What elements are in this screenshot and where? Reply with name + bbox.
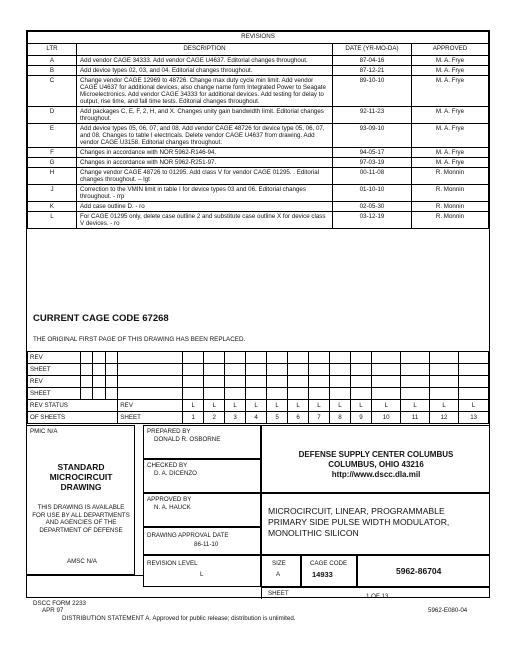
rev-row bbox=[28, 352, 489, 364]
checked-by-box bbox=[143, 459, 261, 493]
status-cell bbox=[267, 352, 288, 364]
status-cell bbox=[288, 364, 309, 376]
status-cell bbox=[225, 388, 246, 400]
microcircuit-label: MICROCIRCUIT bbox=[49, 472, 113, 482]
dscc-box bbox=[261, 425, 489, 493]
sheet-row-2-label: SHEET bbox=[28, 388, 81, 400]
revision-row bbox=[28, 56, 489, 66]
status-cell bbox=[183, 364, 204, 376]
of-sheets-row-inner-label: SHEET bbox=[118, 412, 183, 424]
status-cell bbox=[105, 352, 117, 364]
rev-status-row-value: L bbox=[330, 400, 351, 412]
approved-by-box bbox=[143, 493, 261, 527]
status-cell bbox=[105, 388, 117, 400]
status-cell bbox=[246, 352, 267, 364]
revision-level-box bbox=[143, 555, 261, 587]
checked-by-value: D. A. DICENZO bbox=[154, 470, 197, 477]
revision-approved: R. Monnin bbox=[412, 202, 489, 212]
rev-status-row-inner-label: REV bbox=[118, 400, 183, 412]
revision-description: Correction to the VMIN limit in table I for device types 03 and 06. Editorial changes throughout. - rrp bbox=[77, 185, 333, 202]
of-sheets-row-value: 9 bbox=[350, 412, 371, 424]
revision-letter: A bbox=[28, 56, 77, 66]
prepared-by-value: DONALD R. OSBORNE bbox=[154, 436, 221, 443]
status-cell bbox=[246, 364, 267, 376]
status-cell bbox=[81, 376, 93, 388]
status-cell bbox=[371, 352, 401, 364]
revision-letter: G bbox=[28, 158, 77, 168]
drawing-label: DRAWING bbox=[60, 482, 102, 492]
standard-label: STANDARD bbox=[57, 462, 105, 472]
revision-level-value: L bbox=[200, 571, 204, 578]
of-sheets-row-value: 10 bbox=[371, 412, 401, 424]
doc-number-box bbox=[357, 555, 489, 587]
status-cell bbox=[183, 376, 204, 388]
status-cell bbox=[309, 364, 330, 376]
status-cell bbox=[204, 376, 225, 388]
revision-row bbox=[28, 124, 489, 148]
revision-row bbox=[28, 66, 489, 76]
of-sheets-row-label: OF SHEETS bbox=[28, 412, 118, 424]
revisions-table bbox=[27, 31, 489, 229]
approved-header: APPROVED bbox=[412, 44, 489, 56]
status-cell bbox=[118, 352, 183, 364]
sheet-of-value: 1 OF 13 bbox=[366, 593, 389, 600]
size-label: SIZE bbox=[272, 560, 286, 567]
status-cell bbox=[330, 364, 351, 376]
of-sheets-row-value: 1 bbox=[183, 412, 204, 424]
revision-approved: M. A. Frye bbox=[412, 76, 489, 107]
rev-status-row-label: REV STATUS bbox=[28, 400, 118, 412]
rev-status-row bbox=[28, 400, 489, 412]
sheet-row bbox=[28, 364, 489, 376]
prepared-by-box bbox=[143, 425, 261, 459]
status-cell bbox=[81, 388, 93, 400]
revision-row bbox=[28, 148, 489, 158]
of-sheets-row-value: 2 bbox=[204, 412, 225, 424]
status-cell bbox=[350, 388, 371, 400]
revision-letter: B bbox=[28, 66, 77, 76]
revision-description: Add vendor CAGE 34333. Add vendor CAGE U4637. Editorial changes throughout. bbox=[77, 56, 333, 66]
status-cell bbox=[81, 364, 93, 376]
revision-letter: F bbox=[28, 148, 77, 158]
rev-status-row-value: L bbox=[288, 400, 309, 412]
revision-letter: C bbox=[28, 76, 77, 107]
status-cell bbox=[459, 388, 489, 400]
revision-description: Add device types 05, 06, 07, and 08. Add vendor CAGE 48726 for device type 05, 06, 07, and 08. Changes to table I electricals. Delete vendor CAGE U4637 from drawing. Add vendor CAGE U3158. Editorial changes throughout. bbox=[77, 124, 333, 148]
status-cell bbox=[371, 388, 401, 400]
status-cell bbox=[204, 364, 225, 376]
revision-approved: M. A. Frye bbox=[412, 148, 489, 158]
status-cell bbox=[183, 352, 204, 364]
status-cell bbox=[459, 364, 489, 376]
status-cell bbox=[225, 376, 246, 388]
status-cell bbox=[105, 364, 117, 376]
status-cell bbox=[183, 388, 204, 400]
dscc-url: http://www.dscc.dla.mil bbox=[331, 470, 421, 479]
revision-letter: H bbox=[28, 168, 77, 185]
rev-status-row-value: L bbox=[267, 400, 288, 412]
status-cell bbox=[93, 364, 105, 376]
revision-status-grid bbox=[27, 351, 489, 424]
cage-code-value: 14933 bbox=[312, 570, 333, 579]
status-cell bbox=[93, 376, 105, 388]
revision-letter: K bbox=[28, 202, 77, 212]
revision-row bbox=[28, 212, 489, 229]
pmic: PMIC N/A bbox=[30, 428, 58, 435]
status-cell bbox=[429, 364, 459, 376]
status-cell bbox=[350, 352, 371, 364]
status-cell bbox=[246, 376, 267, 388]
revision-row bbox=[28, 107, 489, 124]
rev-status-row-value: L bbox=[350, 400, 371, 412]
status-cell bbox=[118, 376, 183, 388]
form-date: APR 97 bbox=[42, 607, 64, 614]
description-header: DESCRIPTION bbox=[77, 44, 333, 56]
revision-approved: M. A. Frye bbox=[412, 158, 489, 168]
of-sheets-row-value: 4 bbox=[246, 412, 267, 424]
status-cell bbox=[288, 376, 309, 388]
of-sheets-row-value: 13 bbox=[459, 412, 489, 424]
revision-date: 01-10-10 bbox=[333, 185, 412, 202]
rev-status-row-value: L bbox=[225, 400, 246, 412]
revision-description: Changes in accordance with NOR 5962-R251-97. bbox=[77, 158, 333, 168]
availability-note: THIS DRAWING IS AVAILABLE FOR USE BY ALL DEPARTMENTS AND AGENCIES OF THE DEPARTMENT OF DEFENSE bbox=[32, 504, 130, 534]
status-cell bbox=[459, 352, 489, 364]
revision-description: Add device types 02, 03, and 04. Editorial changes throughout. bbox=[77, 66, 333, 76]
rev-status-row-value: L bbox=[246, 400, 267, 412]
revision-description: Add packages C, E, F, 2, H, and X. Changes unity gain bandwidth limit. Editorial changes throughout. bbox=[77, 107, 333, 124]
status-cell bbox=[93, 352, 105, 364]
rev-status-row-value: L bbox=[401, 400, 429, 412]
status-cell bbox=[350, 364, 371, 376]
revision-letter: L bbox=[28, 212, 77, 229]
cage-code-box bbox=[301, 555, 357, 587]
status-cell bbox=[267, 388, 288, 400]
status-cell bbox=[371, 376, 401, 388]
amsc: AMSC N/A bbox=[67, 558, 97, 565]
status-cell bbox=[350, 376, 371, 388]
dscc-city: COLUMBUS, OHIO 43216 bbox=[328, 460, 424, 469]
doc-number: 5962-86704 bbox=[396, 566, 442, 576]
status-cell bbox=[225, 364, 246, 376]
status-cell bbox=[330, 388, 351, 400]
status-cell bbox=[330, 352, 351, 364]
status-cell bbox=[288, 388, 309, 400]
status-cell bbox=[401, 352, 429, 364]
original-page-note: THE ORIGINAL FIRST PAGE OF THIS DRAWING HAS BEEN REPLACED. bbox=[33, 336, 246, 343]
status-cell bbox=[267, 364, 288, 376]
status-cell bbox=[288, 352, 309, 364]
revision-approved: M. A. Frye bbox=[412, 56, 489, 66]
rev-status-row-value: L bbox=[204, 400, 225, 412]
status-cell bbox=[93, 388, 105, 400]
status-cell bbox=[246, 388, 267, 400]
approval-date-value: 86-11-10 bbox=[194, 541, 219, 548]
drawing-page bbox=[26, 30, 490, 598]
status-cell bbox=[459, 376, 489, 388]
status-cell bbox=[371, 364, 401, 376]
rev-row-label: REV bbox=[28, 352, 81, 364]
sheet-label: SHEET bbox=[268, 590, 289, 597]
revision-approved: M. A. Frye bbox=[412, 66, 489, 76]
revision-row bbox=[28, 158, 489, 168]
status-cell bbox=[401, 376, 429, 388]
revision-date: 00-11-08 bbox=[333, 168, 412, 185]
rev-status-row-value: L bbox=[183, 400, 204, 412]
revisions-title: REVISIONS bbox=[28, 32, 489, 44]
of-sheets-row-value: 8 bbox=[330, 412, 351, 424]
revision-description: Change vendor CAGE 48726 to 01295. Add class V for vendor CAGE 01295. . Editorial changes throughout. – lgt bbox=[77, 168, 333, 185]
status-cell bbox=[429, 352, 459, 364]
status-cell bbox=[267, 376, 288, 388]
of-sheets-row-value: 3 bbox=[225, 412, 246, 424]
revision-row bbox=[28, 202, 489, 212]
size-box bbox=[261, 555, 301, 587]
sheet-box bbox=[261, 587, 489, 599]
status-cell bbox=[309, 352, 330, 364]
revision-description: Change vendor CAGE 12969 to 48726. Change max duty cycle min limit. Add vendor CAGE U4637 for additional devices, also change name form Integrated Power to Seagate Microelectronics. Add vendor CAGE 34333 for additional devices. Add testing for delay to output, rise time, and fall time tests. Editorial changes throughout. bbox=[77, 76, 333, 107]
revision-approved: R. Monnin bbox=[412, 212, 489, 229]
checked-by-label: CHECKED BY bbox=[147, 462, 188, 469]
rev-row-2 bbox=[28, 376, 489, 388]
status-cell bbox=[225, 352, 246, 364]
of-sheets-row-value: 11 bbox=[401, 412, 429, 424]
cage-code-label: CAGE CODE bbox=[310, 560, 348, 567]
ltr-header: LTR bbox=[28, 44, 77, 56]
sheet-row-label: SHEET bbox=[28, 364, 81, 376]
of-sheets-row-value: 12 bbox=[429, 412, 459, 424]
revision-description: Add case outline D. - ro bbox=[77, 202, 333, 212]
approved-by-value: N. A. HAUCK bbox=[154, 504, 191, 511]
revision-date: 02-05-30 bbox=[333, 202, 412, 212]
pmic-block bbox=[27, 425, 135, 575]
revision-date: 93-09-10 bbox=[333, 124, 412, 148]
status-cell bbox=[118, 364, 183, 376]
revision-approved: M. A. Frye bbox=[412, 107, 489, 124]
revision-row bbox=[28, 76, 489, 107]
status-cell bbox=[81, 352, 93, 364]
of-sheets-row bbox=[28, 412, 489, 424]
revision-approved: R. Monnin bbox=[412, 185, 489, 202]
revision-level-label: REVISION LEVEL bbox=[147, 560, 198, 567]
left-bottom-spacer bbox=[27, 575, 143, 599]
status-cell bbox=[330, 376, 351, 388]
revision-approved: R. Monnin bbox=[412, 168, 489, 185]
revision-row bbox=[28, 168, 489, 185]
status-cell bbox=[204, 352, 225, 364]
rev-status-row-value: L bbox=[309, 400, 330, 412]
status-cell bbox=[309, 388, 330, 400]
distribution-statement: DISTRIBUTION STATEMENT A. Approved for public release; distribution is unlimited. bbox=[62, 615, 296, 622]
size-value: A bbox=[276, 571, 281, 578]
approval-date-box bbox=[143, 527, 261, 555]
rev-status-row-value: L bbox=[459, 400, 489, 412]
revision-description: For CAGE 01295 only, delete case outline 2 and substitute case outline X for device class V devices. - ro bbox=[77, 212, 333, 229]
sheet-row-2 bbox=[28, 388, 489, 400]
prepared-by-label: PREPARED BY bbox=[147, 428, 191, 435]
status-cell bbox=[401, 364, 429, 376]
approval-date-label: DRAWING APPROVAL DATE bbox=[147, 532, 229, 539]
rev-status-row-value: L bbox=[371, 400, 401, 412]
revision-date: 89-10-10 bbox=[333, 76, 412, 107]
revision-letter: E bbox=[28, 124, 77, 148]
status-cell bbox=[429, 388, 459, 400]
revision-date: 87-04-16 bbox=[333, 56, 412, 66]
status-cell bbox=[429, 376, 459, 388]
of-sheets-row-value: 6 bbox=[288, 412, 309, 424]
of-sheets-row-value: 7 bbox=[309, 412, 330, 424]
revision-row bbox=[28, 185, 489, 202]
rev-row-2-label: REV bbox=[28, 376, 81, 388]
status-cell bbox=[401, 388, 429, 400]
revision-date: 94-05-17 bbox=[333, 148, 412, 158]
status-cell bbox=[309, 376, 330, 388]
revision-letter: D bbox=[28, 107, 77, 124]
form-code: 5962-E080-04 bbox=[428, 607, 468, 614]
dscc-name: DEFENSE SUPPLY CENTER COLUMBUS bbox=[298, 450, 454, 459]
of-sheets-row-value: 5 bbox=[267, 412, 288, 424]
current-cage-code: CURRENT CAGE CODE 67268 bbox=[33, 313, 169, 324]
approved-by-label: APPROVED BY bbox=[147, 496, 192, 503]
title-box bbox=[261, 493, 489, 555]
revision-date: 87-12-21 bbox=[333, 66, 412, 76]
revision-letter: J bbox=[28, 185, 77, 202]
status-cell bbox=[118, 388, 183, 400]
revision-description: Changes in accordance with NOR 5962-R146-94. bbox=[77, 148, 333, 158]
revision-date: 92-11-23 bbox=[333, 107, 412, 124]
form-number: DSCC FORM 2233 bbox=[33, 600, 86, 607]
revision-date: 97-03-19 bbox=[333, 158, 412, 168]
date-header: DATE (YR-MO-DA) bbox=[333, 44, 412, 56]
status-cell bbox=[105, 376, 117, 388]
drawing-title: MICROCIRCUIT, LINEAR, PROGRAMMABLE PRIMARY SIDE PULSE WIDTH MODULATOR, MONOLITHIC SILICON bbox=[268, 506, 450, 538]
revision-date: 03-12-19 bbox=[333, 212, 412, 229]
rev-status-row-value: L bbox=[429, 400, 459, 412]
revision-approved: M. A. Frye bbox=[412, 124, 489, 148]
status-cell bbox=[204, 388, 225, 400]
